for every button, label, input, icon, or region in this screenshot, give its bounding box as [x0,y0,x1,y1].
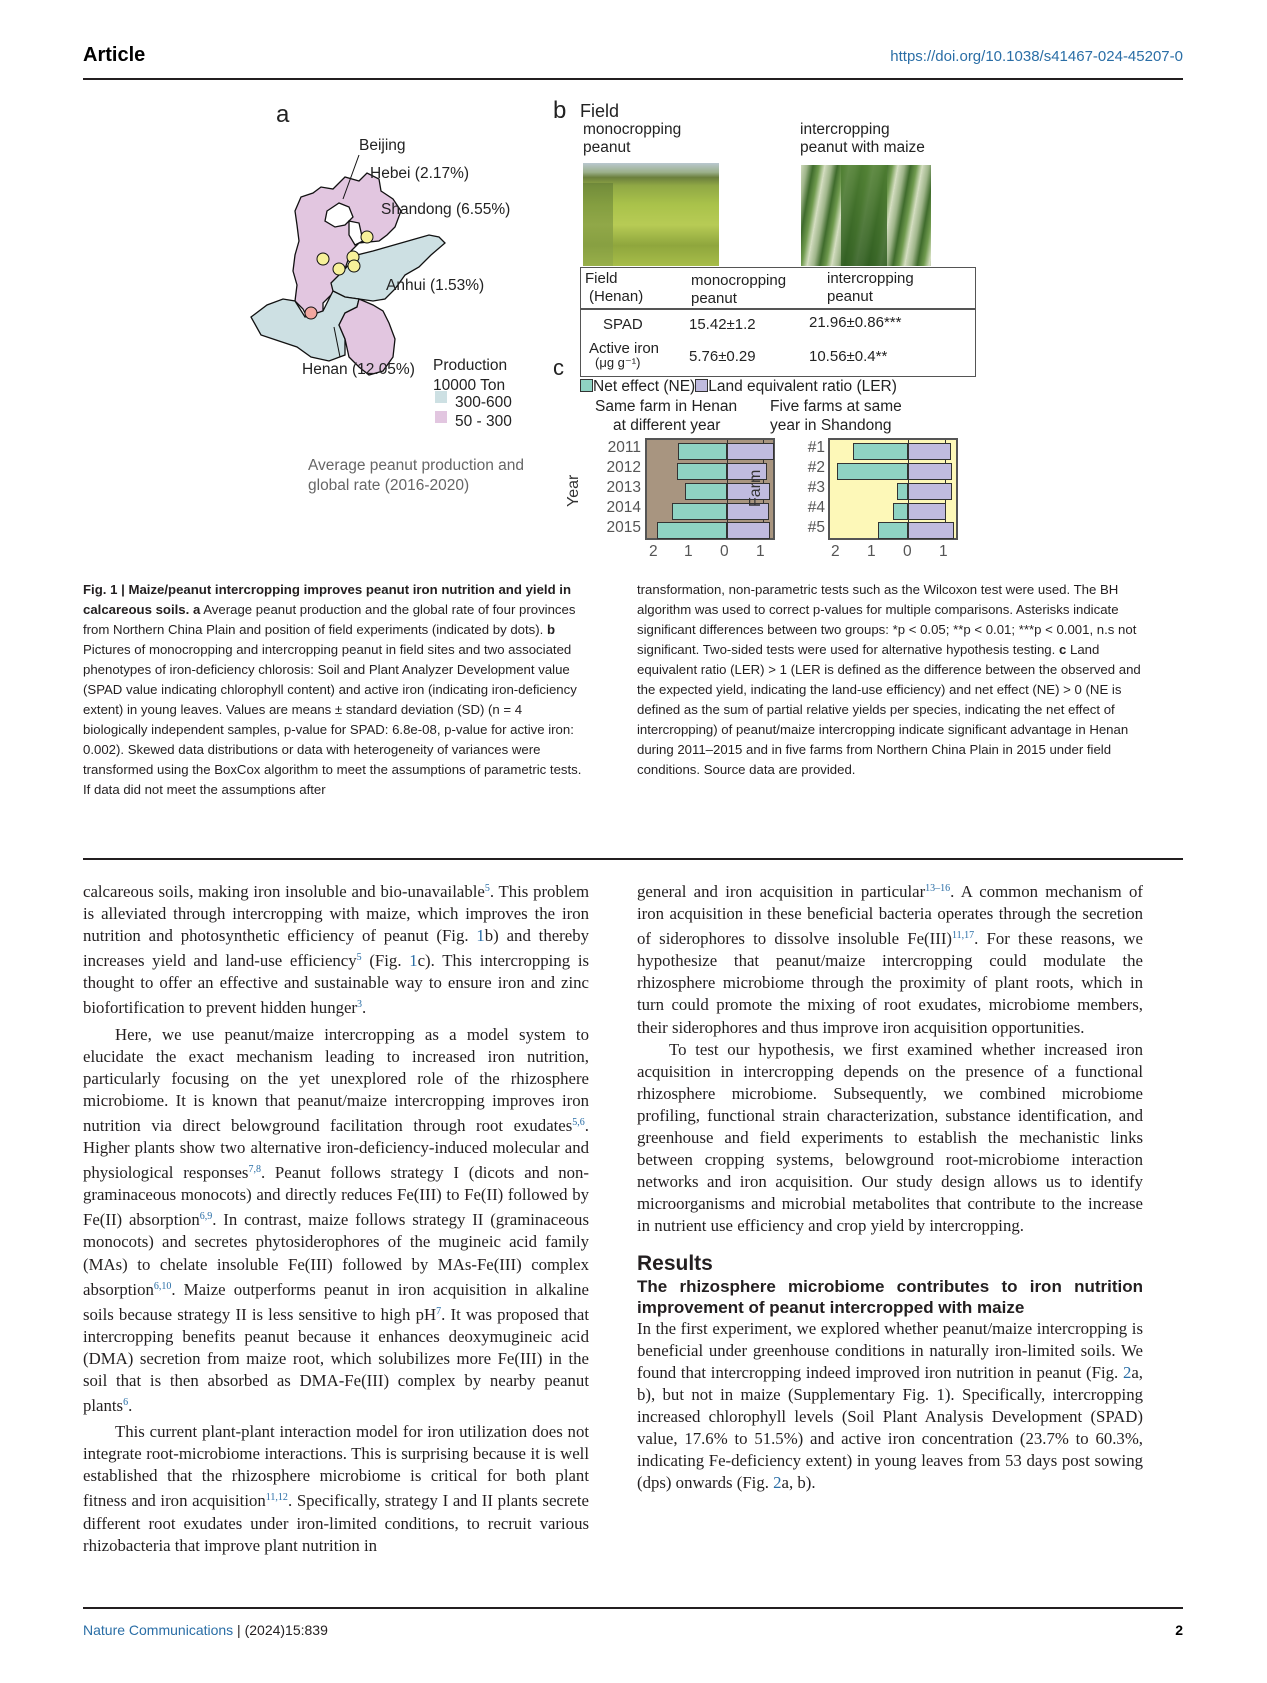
row-iron-inter: 10.56±0.4** [809,348,888,365]
site-dot-hebei [317,253,329,265]
journal-name-link[interactable]: Nature Communications [83,1622,234,1638]
ytick-farm1: #1 [807,439,825,456]
figure-bottom-rule [83,858,1183,860]
citation-link[interactable]: 11,17 [952,930,975,942]
legend-title-unit: 10000 Ton [433,377,506,394]
caption-a-text: Average peanut production and the global rate of four provinces from Northern China Plain and position of field experiments (indicated by dots). [83,602,576,637]
ytick-2011: 2011 [607,439,641,456]
figure-caption-right: transformation, non-parametric tests such as the Wilcoxon test were used. The BH algorithm was used to correct p-values for multiple comparisons. Asterisks indicate significant differences between two groups: *p < 0.05; **p < 0.01; ***p < 0.001, n.s not significant. Two-sided tests were used for alternative hypothesis testing. c Land equivalent ratio (LER) > 1 (LER is defined as the difference between the observed and the expected yield, indicating the land-use efficiency) and net effect (NE) > 0 (NE is defined as the sum of partial relative yields per species, indicating the net effect of intercropping) of peanut/maize intercropping indicate significant advantage in Henan during 2011–2015 and in five farms from Northern China Plain in 2015 under field conditions. Source data are provided. [637,582,1141,777]
row-spad-mono: 15.42±1.2 [689,316,756,333]
monocropping-peanut-photo [583,163,719,266]
citation-link[interactable]: 7,8 [248,1164,261,1176]
photo-inter-label-2: peanut with maize [800,139,925,156]
row-spad-label: SPAD [603,316,643,333]
legend-label-ne: Net effect (NE) [593,378,696,395]
table-header-mono-2: peanut [691,290,737,307]
paragraph: general and iron acquisition in particular$^{13-16}$. A common mechanism of iron acquisition in these beneficial bacteria operates through the secretion of siderophores to dissolve insoluble Fe(III)$^{11,17}$. For these reasons, we hypothesize that peanut/maize intercropping could modulate the rhizosphere microbiome through the proximity of plant roots, which in turn could promote the mixing of root exudates, microbiome members, their siderophores and thus improve iron acquisition opportunities. [637,882,1143,1037]
bar-ne-farm4 [893,503,908,520]
bar-ne-farm1 [853,443,908,460]
citation-link[interactable]: 11,12 [265,1492,288,1504]
citation-link[interactable]: 5 [484,883,490,894]
figure-caption-left: Fig. 1 | Maize/peanut intercropping improves peanut iron nutrition and yield in calcareous soils. a Average peanut production and the global rate of four provinces from Northern China Plain and position of field experiments (indicated by dots). b Pictures of monocropping and intercropping peanut in field sites and two associated phenotypes of iron-deficiency chlorosis: Soil and Plant Analyzer Development value (SPAD value indicating chlorophyll content) and active iron (indicating iron-deficiency extent) in young leaves. Values are means ± standard deviation (SD) (n = 4 biologically independent samples, p-value for SPAD: 6.8e-08, p-value for active iron: 0.002). Skewed data distributions or data with heterogeneity of variances were transformed using the BoxCox algorithm to meet the assumptions of parametric tests. If data did not meet the assumptions after [83,582,582,797]
citation-link[interactable]: 3 [357,999,363,1011]
bar-ler-2015 [727,522,770,539]
table-header-field: Field [585,270,618,287]
panel-a-letter: a [276,101,290,128]
anhui-label: Anhui (1.53%) [386,277,485,294]
paragraph: In the first experiment, we explored whether peanut/maize intercropping is beneficial under greenhouse conditions in naturally iron-limited soils. We found that intercropping indeed improved iron nutrition in peanut (Fig. 2a, b), but not in maize (Supplementary Fig. 1). Specifically, intercropping increased chlorophyll levels (Soil Plant Analysis Development (SPAD) value, 17.6% to 51.5%) and active iron concentration (23.7% to 60.3%, indicating Fe-deficiency extent) in young leaves from 53 days post sowing (dps) onwards (Fig. 2a, b). [637,1318,1143,1493]
row-iron-label: Active iron [589,340,660,357]
bar-ler-farm3 [908,483,952,500]
caption-title: Fig. 1 | Maize/peanut intercropping improves peanut iron nutrition and yield in calcareous soils. [83,582,572,617]
province-map [83,95,623,615]
photo-inter-label-1: intercropping [800,121,890,138]
row-spad-inter: 21.96±0.86*** [809,314,902,331]
caption-right-text-1: transformation, non-parametric tests such as the Wilcoxon test were used. The BH algorithm was used to correct p-values for multiple comparisons. Asterisks indicate significant differences between two groups: *p < 0.05; **p < 0.01; ***p < 0.001, n.s not significant. Two-sided tests were used for alternative hypothesis testing. [637,582,1137,657]
footer-rule [83,1607,1183,1609]
right-xtick-1b: 1 [939,543,948,560]
legend-label-50-300: 50 - 300 [455,413,512,430]
bar-ler-farm1 [908,443,951,460]
ytick-2012: 2012 [606,459,641,476]
citation-link[interactable]: 6,9 [199,1211,213,1223]
doi-link[interactable]: https://doi.org/10.1038/s41467-024-45207-0 [890,48,1183,65]
panel-c-letter: c [553,355,564,380]
bar-ne-farm5 [878,522,908,539]
site-dot-shandong [333,263,345,275]
page-number: 2 [1175,1622,1183,1638]
shandong-farm-chart [828,438,958,540]
body-column-left [83,878,589,1557]
ytick-2014: 2014 [606,499,641,516]
citation-link[interactable]: 5,6 [572,1116,585,1128]
paragraph: calcareous soils, making iron insoluble and bio-unavailable$^5$. This problem is alleviated through intercropping with maize, which improves the iron nutrition and photosynthetic efficiency of peanut (Fig. 1b) and thereby increases yield and land-use efficiency$^5$ (Fig. 1c). This intercropping is thought to offer an effective and sustainable way to ensure iron and zinc biofortification to prevent hidden hunger$^3$. [83,882,590,1018]
left-y-axis-title: Year [565,474,582,507]
ytick-2015: 2015 [606,519,641,536]
paragraph: Here, we use peanut/maize intercropping as a model system to elucidate the exact mechanism leading to increased iron nutrition, particularly focusing on the yet unexplored role of the rhizosphere microbiome. It is known that peanut/maize intercropping improves iron nutrition via direct belowground facilitation through root exudates$^{5,6}$. Higher plants show two alternative iron-deficiency-induced molecular and physiological responses$^{7,8}$. Peanut follows strategy I (dicots and non-graminaceous monocots) and directly reduces Fe(III) to Fe(II) followed by Fe(II) absorption$^{6,9}$. In contrast, maize follows strategy II (graminaceous monocots) and secretes phytosiderophores of the mugineic acid family (MAs) to chelate insoluble Fe(III) followed by MAs-Fe(III) complex absorption$^{6,10}$. Maize outperforms peanut in iron acquisition in alkaline soils because strategy II is less sensitive to high pH$^7$. It was proposed that intercropping benefits peanut because it enhances deoxymugineic acid (DMA) secretion from maize root, which solubilizes more Fe(III) in the soil that is then absorbed as DMA-Fe(III) complex by nearby peanut plants$^6$. [83,1024,589,1416]
shandong-label: Shandong (6.55%) [381,201,511,218]
legend-swatch-50-300 [435,411,447,423]
figure-link[interactable]: 2 [1122,1362,1132,1382]
body-column-right [637,878,1143,1494]
ytick-2013: 2013 [606,479,641,496]
intercropping-peanut-photo [801,165,931,266]
right-xtick-2: 2 [831,543,840,560]
table-header-inter-2: peanut [827,288,873,305]
beijing-label: Beijing [359,137,406,154]
hebei-label: Hebei (2.17%) [370,165,470,182]
bar-ler-farm5 [908,522,954,539]
figure-1 [83,95,1183,615]
page-footer [83,1622,1183,1638]
bar-ne-2014 [672,503,727,520]
chart-legend [580,378,897,396]
ytick-farm2: #2 [807,459,825,476]
left-xtick-1: 1 [684,543,693,560]
bar-ne-2013 [685,483,727,500]
right-xtick-1: 1 [867,543,876,560]
article-label: Article [83,44,146,66]
ytick-farm5: #5 [807,519,825,536]
left-chart-title-2: at different year [613,417,721,434]
right-xtick-0: 0 [903,543,912,560]
citation-link[interactable]: 5 [356,952,362,964]
bar-ne-2011 [678,443,727,460]
bar-ler-2011 [727,443,774,460]
row-iron-unit: (μg g⁻¹) [595,355,641,370]
citation-link[interactable]: 6,10 [153,1280,172,1292]
bar-ler-farm2 [908,463,952,480]
legend-title-production: Production [433,357,508,374]
legend-swatch-ler [695,379,708,392]
site-dot-shandong [348,260,360,272]
legend-swatch-ne [580,379,593,392]
page-header [83,44,1183,74]
ytick-farm3: #3 [807,479,825,496]
right-chart-title-1: Five farms at same [770,398,902,415]
caption-right-text-2: Land equivalent ratio (LER) > 1 (LER is defined as the difference between the observed and the expected yield, indicating the land-use efficiency) and net effect (NE) > 0 (NE is defined as the sum of partial relative yields per species, indicating the net effect of intercropping) of peanut/maize intercropping indicate significant advantage in Henan during 2011–2015 and in five farms from Northern China Plain in 2015 under field conditions. Source data are provided. [637,642,1141,777]
field-results-table [580,267,976,377]
photo-mono-label-1: monocropping [583,121,682,138]
bar-ne-farm2 [837,463,908,480]
caption-b-text: Pictures of monocropping and intercropping peanut in field sites and two associated phenotypes of iron-deficiency chlorosis: Soil and Plant Analyzer Development value (SPAD value indicating chlorophyll content) and active iron (indicating iron-deficiency extent) in young leaves. Values are means ± standard deviation (SD) (n = 4 biologically independent samples, p-value for SPAD: 6.8e-08, p-value for active iron: 0.002). Skewed data distributions or data with heterogeneity of variances were transformed using the BoxCox algorithm to meet the assumptions of parametric tests. If data did not meet the assumptions after [83,642,582,797]
citation-link[interactable]: 13–16 [925,883,951,894]
left-xtick-1b: 1 [756,543,765,560]
subsection-heading: The rhizosphere microbiome contributes to iron nutrition improvement of peanut intercropped with maize [637,1276,1143,1317]
right-y-axis-title: Farm [747,469,764,507]
left-xtick-0: 0 [720,543,729,560]
bar-ne-2015 [657,522,727,539]
header-rule [83,78,1183,80]
map-subtitle-line1: Average peanut production and [308,457,525,474]
legend-label-ler: Land equivalent ratio (LER) [708,378,897,395]
row-iron-mono: 5.76±0.29 [689,348,756,365]
figure-link[interactable]: 1 [409,951,418,971]
left-chart-title-1: Same farm in Henan [595,398,738,415]
figure-link[interactable]: 2 [773,1473,782,1493]
citation-info: | (2024)15:839 [233,1622,328,1638]
left-xtick-2: 2 [649,543,658,560]
ytick-farm4: #4 [807,499,825,516]
site-dot-henan [305,307,317,319]
map-subtitle-line2: global rate (2016-2020) [308,477,470,494]
citation-link[interactable]: 7 [436,1305,442,1317]
paragraph: This current plant-plant interaction model for iron utilization does not integrate root-microbiome interactions. This is surprising because it is well established that the rhizosphere microbiome is critical for both plant fitness and iron acquisition$^{11,12}$. Specifically, strategy I and II plants secrete different root exudates under iron-limited conditions, to recruit various rhizobacteria that improve plant nutrition in [83,1422,589,1555]
bar-ler-farm4 [908,503,946,520]
panel-b-letter: b [553,97,567,124]
table-header-henan: (Henan) [589,288,644,305]
table-header-mono: monocropping [691,272,787,289]
photo-mono-label-2: peanut [583,139,631,156]
section-heading-results: Results [637,1251,713,1275]
figure-link[interactable]: 1 [476,926,485,946]
legend-label-300-600: 300-600 [455,394,512,411]
right-chart-title-2: year in Shandong [770,417,892,434]
citation-link[interactable]: 6 [123,1397,129,1409]
henan-label: Henan (12.05%) [302,361,415,378]
bar-ne-farm3 [897,483,908,500]
table-header-inter: intercropping [827,270,914,287]
site-dot-shandong [361,231,373,243]
paragraph: To test our hypothesis, we first examined whether increased iron acquisition in intercropping depends on the presence of a functional rhizosphere microbiome. Subsequently, we combined microbiome profiling, functional strain characterization, substance identification, and greenhouse and field experiments to establish the mechanistic links between cropping systems, belowground root-microbiome interaction networks and iron acquisition. Our study design allows us to identify microorganisms and microbial metabolites that contribute to the increase in nutrient use efficiency and crop yield by intercropping. [637,1039,1143,1236]
bar-ne-2012 [677,463,727,480]
panel-b-title: Field [580,101,620,121]
